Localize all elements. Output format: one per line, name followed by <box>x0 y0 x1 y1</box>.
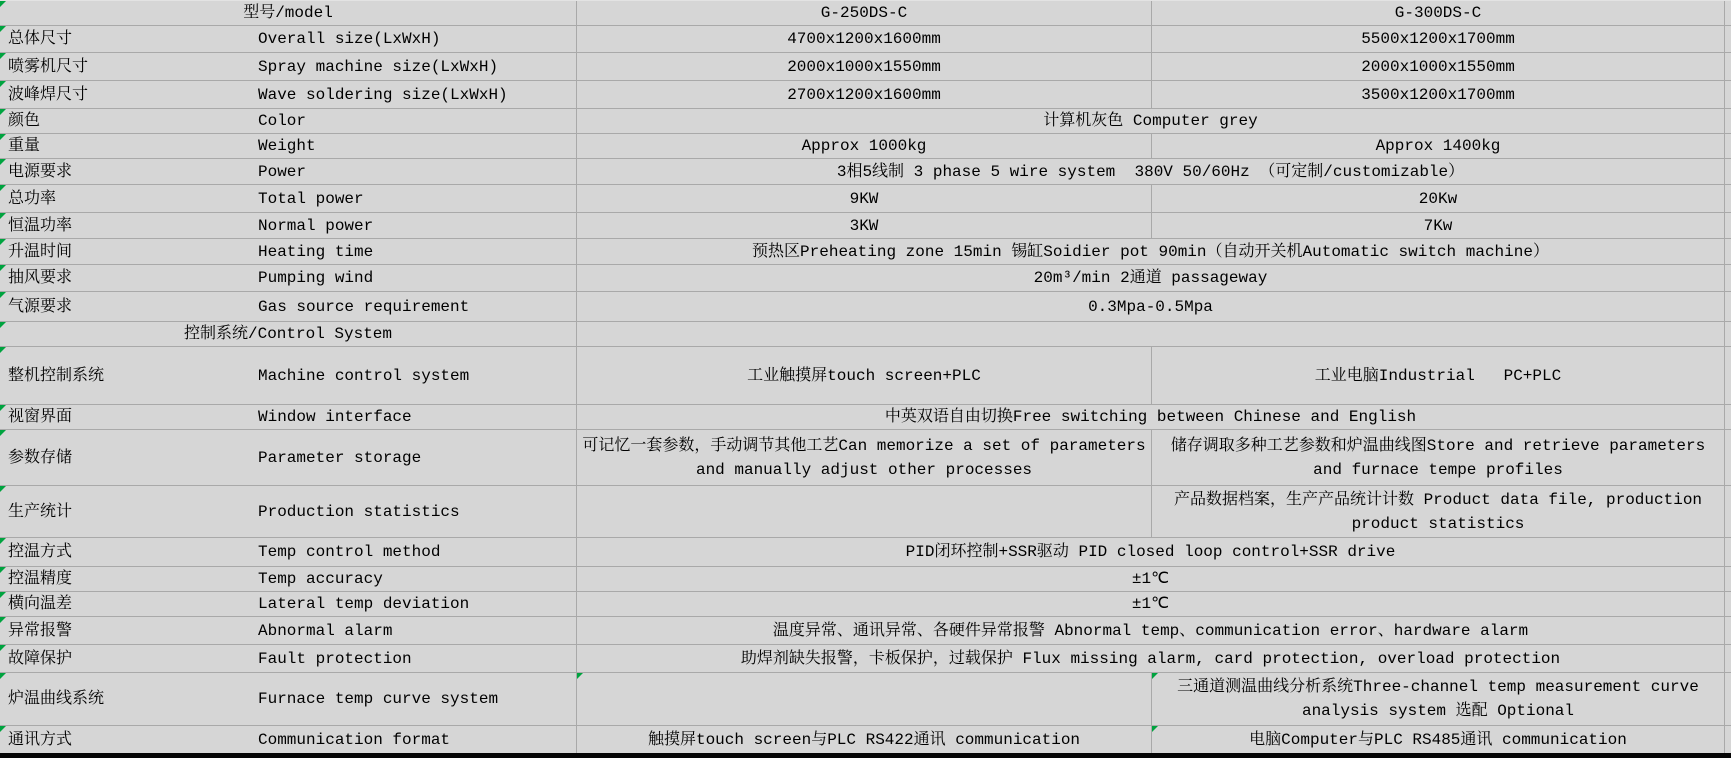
spec-value-text: 3相5线制 3 phase 5 wire system 380V 50/60Hz （可定制/customizable） <box>836 162 1465 181</box>
row-label-chinese: 重量 <box>8 137 41 155</box>
row-label-english: Normal power <box>258 216 374 235</box>
spec-value-text: 3500x1200x1700mm <box>1361 85 1515 104</box>
spec-value-text: 9KW <box>849 189 879 208</box>
spec-value-text: 计算机灰色 Computer grey <box>1043 112 1258 130</box>
row-label-cell[interactable] <box>0 430 577 485</box>
section-header-label: 控制系统/Control System <box>183 325 393 343</box>
row-label-chinese: 总体尺寸 <box>8 30 73 48</box>
grid-sliver-cell <box>1725 538 1731 566</box>
grid-sliver-cell <box>1725 26 1731 52</box>
row-label-chinese: 炉温曲线系统 <box>8 690 105 708</box>
row-label-chinese: 气源要求 <box>8 297 73 316</box>
spec-value-text: Approx 1000kg <box>801 137 927 155</box>
row-label-cell[interactable] <box>0 81 577 108</box>
table-row <box>0 239 1731 265</box>
spec-value-merged-cell[interactable] <box>577 109 1725 133</box>
spec-value-merged-cell[interactable] <box>577 592 1725 616</box>
row-label-cell[interactable] <box>0 185 577 212</box>
row-label-english: Overall size(LxWxH) <box>258 30 441 48</box>
error-indicator-triangle-icon <box>577 673 583 679</box>
spec-value-text: 温度异常、通讯异常、各硬件异常报警 Abnormal temp、communication error、hardware alarm <box>772 621 1529 640</box>
spec-value-merged-cell[interactable] <box>577 239 1725 264</box>
table-row <box>0 81 1731 109</box>
error-indicator-triangle-icon <box>0 645 6 651</box>
spec-value-text: 5500x1200x1700mm <box>1361 30 1515 48</box>
spec-value-cell[interactable] <box>1152 486 1725 537</box>
grid-sliver-cell <box>1725 265 1731 291</box>
error-indicator-triangle-icon <box>0 53 6 59</box>
grid-sliver-cell <box>1725 430 1731 485</box>
row-label-chinese: 故障保护 <box>8 649 73 668</box>
error-indicator-triangle-icon <box>0 292 6 298</box>
row-label-english: Heating time <box>258 242 374 261</box>
error-indicator-triangle-icon <box>0 347 6 353</box>
grid-sliver-cell <box>1725 673 1731 725</box>
table-row <box>0 405 1731 430</box>
row-label-chinese: 抽风要求 <box>8 269 73 287</box>
table-row <box>0 347 1731 405</box>
grid-sliver-cell <box>1725 567 1731 591</box>
row-label-english: Spray machine size(LxWxH) <box>258 57 499 76</box>
spec-value-merged-cell[interactable] <box>577 405 1725 429</box>
error-indicator-triangle-icon <box>0 213 6 219</box>
model-header-cell[interactable] <box>577 1 1152 25</box>
spec-value-cell[interactable] <box>577 347 1152 404</box>
row-label-english: Communication format <box>258 730 451 749</box>
row-label-english: Parameter storage <box>258 448 422 467</box>
table-row <box>0 567 1731 592</box>
table-row <box>0 430 1731 486</box>
grid-sliver-cell <box>1725 405 1731 429</box>
model-header-cell[interactable] <box>1152 1 1725 25</box>
row-label-chinese: 总功率 <box>8 189 57 208</box>
row-label-english: Wave soldering size(LxWxH) <box>258 85 508 104</box>
row-label-english: Weight <box>258 137 316 155</box>
error-indicator-triangle-icon <box>0 185 6 191</box>
table-row <box>0 26 1731 53</box>
error-indicator-triangle-icon <box>0 159 6 165</box>
row-label-cell[interactable] <box>0 567 577 591</box>
spec-value-merged-cell[interactable] <box>577 292 1725 321</box>
spec-value-text: 2000x1000x1550mm <box>787 57 941 76</box>
row-label-chinese: 恒温功率 <box>8 216 73 235</box>
row-label-english: Furnace temp curve system <box>258 690 499 708</box>
spec-value-cell[interactable] <box>577 430 1152 485</box>
row-label-cell[interactable] <box>0 322 577 346</box>
grid-sliver-cell <box>1725 159 1731 184</box>
spec-value-cell[interactable] <box>577 134 1152 158</box>
row-label-cell[interactable] <box>0 26 577 52</box>
spec-value-cell[interactable] <box>1152 134 1725 158</box>
spec-value-cell[interactable] <box>1152 430 1725 485</box>
table-row <box>0 486 1731 538</box>
row-label-chinese: 参数存储 <box>8 448 73 467</box>
row-label-english: Temp control method <box>258 543 441 561</box>
row-label-cell[interactable] <box>0 673 577 725</box>
spec-value-text: 中英双语自由切换Free switching between Chinese and English <box>884 408 1417 426</box>
error-indicator-triangle-icon <box>0 673 6 679</box>
table-row <box>0 265 1731 292</box>
spec-value-text: 三通道测温曲线分析系统Three-channel temp measurement curve analysis system 选配 Optional <box>1177 678 1699 720</box>
grid-sliver-cell <box>1725 726 1731 753</box>
row-label-chinese: 异常报警 <box>8 621 73 640</box>
table-row <box>0 213 1731 239</box>
row-label-chinese: 波峰焊尺寸 <box>8 85 89 104</box>
error-indicator-triangle-icon <box>0 726 6 732</box>
row-label-cell[interactable] <box>0 347 577 404</box>
table-row <box>0 645 1731 673</box>
row-label-cell[interactable] <box>0 645 577 672</box>
table-row <box>0 1 1731 26</box>
spec-value-cell[interactable] <box>577 726 1152 753</box>
spec-value-cell[interactable] <box>577 53 1152 80</box>
spec-value-text: 预热区Preheating zone 15min 锡缸Soidier pot 90min（自动开关机Automatic switch machine） <box>752 242 1549 261</box>
spec-value-cell[interactable] <box>577 486 1152 537</box>
row-label-chinese: 生产统计 <box>8 502 73 521</box>
row-label-english: Machine control system <box>258 366 470 385</box>
spec-value-merged-cell[interactable] <box>577 159 1725 184</box>
spec-value-text: 4700x1200x1600mm <box>787 30 941 48</box>
table-row <box>0 673 1731 726</box>
row-label-cell[interactable] <box>0 592 577 616</box>
error-indicator-triangle-icon <box>0 405 6 411</box>
grid-sliver-cell <box>1725 109 1731 133</box>
error-indicator-triangle-icon <box>0 486 6 492</box>
error-indicator-triangle-icon <box>0 322 6 328</box>
row-label-chinese: 控温精度 <box>8 570 73 588</box>
spec-value-text: 工业触摸屏touch screen+PLC <box>747 366 981 385</box>
row-label-english: Production statistics <box>258 502 460 521</box>
spec-value-text: PID闭环控制+SSR驱动 PID closed loop control+SSR drive <box>905 543 1396 561</box>
grid-sliver-cell <box>1725 347 1731 404</box>
spec-value-cell[interactable] <box>577 26 1152 52</box>
row-label-chinese: 视窗界面 <box>8 408 73 426</box>
row-label-cell[interactable] <box>0 109 577 133</box>
spec-value-cell[interactable] <box>1152 347 1725 404</box>
row-label-chinese: 喷雾机尺寸 <box>8 57 89 76</box>
grid-sliver-cell <box>1725 239 1731 264</box>
table-row <box>0 617 1731 645</box>
table-row <box>0 109 1731 134</box>
spec-value-cell[interactable] <box>1152 726 1725 753</box>
row-label-english: Power <box>258 162 307 181</box>
spec-value-merged-cell[interactable] <box>577 645 1725 672</box>
model-row-label: 型号/model <box>243 4 333 22</box>
row-label-cell[interactable] <box>0 1 577 25</box>
grid-sliver-cell <box>1725 53 1731 80</box>
spec-value-text: ±1℃ <box>1131 570 1170 588</box>
error-indicator-triangle-icon <box>0 592 6 598</box>
row-label-english: Gas source requirement <box>258 297 470 316</box>
error-indicator-triangle-icon <box>0 1 6 7</box>
error-indicator-triangle-icon <box>0 567 6 573</box>
error-indicator-triangle-icon <box>0 134 6 140</box>
spec-value-text: 3KW <box>849 216 879 235</box>
row-label-chinese: 颜色 <box>8 112 41 130</box>
spec-value-text: 0.3Mpa-0.5Mpa <box>1088 297 1213 316</box>
spec-value-text: 工业电脑Industrial PC+PLC <box>1314 366 1562 385</box>
row-label-cell[interactable] <box>0 292 577 321</box>
row-label-english: Abnormal alarm <box>258 621 393 640</box>
error-indicator-triangle-icon <box>0 109 6 115</box>
row-label-chinese: 横向温差 <box>8 595 73 613</box>
table-row <box>0 538 1731 567</box>
error-indicator-triangle-icon <box>0 265 6 271</box>
bottom-black-bar <box>0 753 1731 758</box>
row-label-cell[interactable] <box>0 617 577 644</box>
spec-value-text: 20m³/min 2通道 passageway <box>1033 269 1268 287</box>
spec-value-cell[interactable] <box>577 213 1152 238</box>
error-indicator-triangle-icon <box>0 538 6 544</box>
row-label-chinese: 升温时间 <box>8 242 73 261</box>
table-row <box>0 159 1731 185</box>
error-indicator-triangle-icon <box>1152 726 1158 732</box>
spec-value-cell[interactable] <box>1152 81 1725 108</box>
grid-sliver-cell <box>1725 486 1731 537</box>
row-label-cell[interactable] <box>0 134 577 158</box>
spec-value-text: 触摸屏touch screen与PLC RS422通讯 communication <box>647 730 1081 749</box>
spec-value-cell[interactable] <box>577 673 1152 725</box>
spec-value-text: 2000x1000x1550mm <box>1361 57 1515 76</box>
table-row <box>0 292 1731 322</box>
grid-sliver-cell <box>1725 322 1731 346</box>
error-indicator-triangle-icon <box>1152 673 1158 679</box>
table-row <box>0 134 1731 159</box>
spec-value-text: 产品数据档案，生产产品统计计数 Product data file, production product statistics <box>1173 490 1703 533</box>
spec-value-cell[interactable] <box>1152 213 1725 238</box>
row-label-english: Lateral temp deviation <box>258 595 470 613</box>
error-indicator-triangle-icon <box>0 81 6 87</box>
spec-value-text: 7Kw <box>1423 216 1453 235</box>
row-label-chinese: 控温方式 <box>8 543 73 561</box>
row-label-cell[interactable] <box>0 486 577 537</box>
row-label-cell[interactable] <box>0 159 577 184</box>
model-name-text: G-300DS-C <box>1394 4 1482 22</box>
table-row <box>0 726 1731 754</box>
row-label-chinese: 电源要求 <box>8 162 73 181</box>
row-label-cell[interactable] <box>0 726 577 753</box>
spec-value-text: 电脑Computer与PLC RS485通讯 communication <box>1249 730 1627 749</box>
spec-value-merged-cell[interactable] <box>577 538 1725 566</box>
spec-value-text: 助焊剂缺失报警，卡板保护，过载保护 Flux missing alarm, card protection, overload protection <box>740 649 1561 668</box>
spec-value-merged-cell[interactable] <box>577 567 1725 591</box>
row-label-english: Pumping wind <box>258 269 374 287</box>
row-label-english: Temp accuracy <box>258 570 383 588</box>
spec-value-text: 2700x1200x1600mm <box>787 85 941 104</box>
row-label-cell[interactable] <box>0 53 577 80</box>
grid-sliver-cell <box>1725 213 1731 238</box>
grid-sliver-cell <box>1725 185 1731 212</box>
row-label-english: Window interface <box>258 408 412 426</box>
row-label-cell[interactable] <box>0 239 577 264</box>
row-label-english: Fault protection <box>258 649 412 668</box>
row-label-cell[interactable] <box>0 538 577 566</box>
grid-sliver-cell <box>1725 292 1731 321</box>
grid-sliver-cell <box>1725 134 1731 158</box>
error-indicator-triangle-icon <box>0 26 6 32</box>
spec-value-cell[interactable] <box>1152 673 1725 725</box>
spec-value-text: 可记忆一套参数，手动调节其他工艺Can memorize a set of parameters and manually adjust other processes <box>582 436 1146 479</box>
row-label-cell[interactable] <box>0 213 577 238</box>
grid-sliver-cell <box>1725 81 1731 108</box>
grid-sliver-cell <box>1725 592 1731 616</box>
spec-value-merged-cell[interactable] <box>577 265 1725 291</box>
grid-sliver-cell <box>1725 1 1731 25</box>
spec-value-cell[interactable] <box>1152 185 1725 212</box>
section-empty-cell[interactable] <box>577 322 1725 346</box>
spec-value-cell[interactable] <box>1152 53 1725 80</box>
grid-sliver-cell <box>1725 645 1731 672</box>
row-label-chinese: 通讯方式 <box>8 730 73 749</box>
spec-value-cell[interactable] <box>577 81 1152 108</box>
model-name-text: G-250DS-C <box>820 4 908 22</box>
spec-value-text: Approx 1400kg <box>1375 137 1501 155</box>
spec-value-merged-cell[interactable] <box>577 617 1725 644</box>
row-label-cell[interactable] <box>0 405 577 429</box>
spec-value-text: 储存调取多种工艺参数和炉温曲线图Store and retrieve parameters and furnace tempe profiles <box>1170 436 1706 479</box>
error-indicator-triangle-icon <box>0 430 6 436</box>
spec-value-cell[interactable] <box>1152 26 1725 52</box>
error-indicator-triangle-icon <box>0 617 6 623</box>
table-row <box>0 185 1731 213</box>
row-label-english: Total power <box>258 189 364 208</box>
spec-value-text: 20Kw <box>1418 189 1458 208</box>
table-row <box>0 322 1731 347</box>
row-label-english: Color <box>258 112 307 130</box>
grid-sliver-cell <box>1725 617 1731 644</box>
row-label-chinese: 整机控制系统 <box>8 366 105 385</box>
table-row <box>0 53 1731 81</box>
error-indicator-triangle-icon <box>0 239 6 245</box>
table-row <box>0 592 1731 617</box>
spec-value-cell[interactable] <box>577 185 1152 212</box>
spec-value-text: ±1℃ <box>1131 595 1170 613</box>
row-label-cell[interactable] <box>0 265 577 291</box>
